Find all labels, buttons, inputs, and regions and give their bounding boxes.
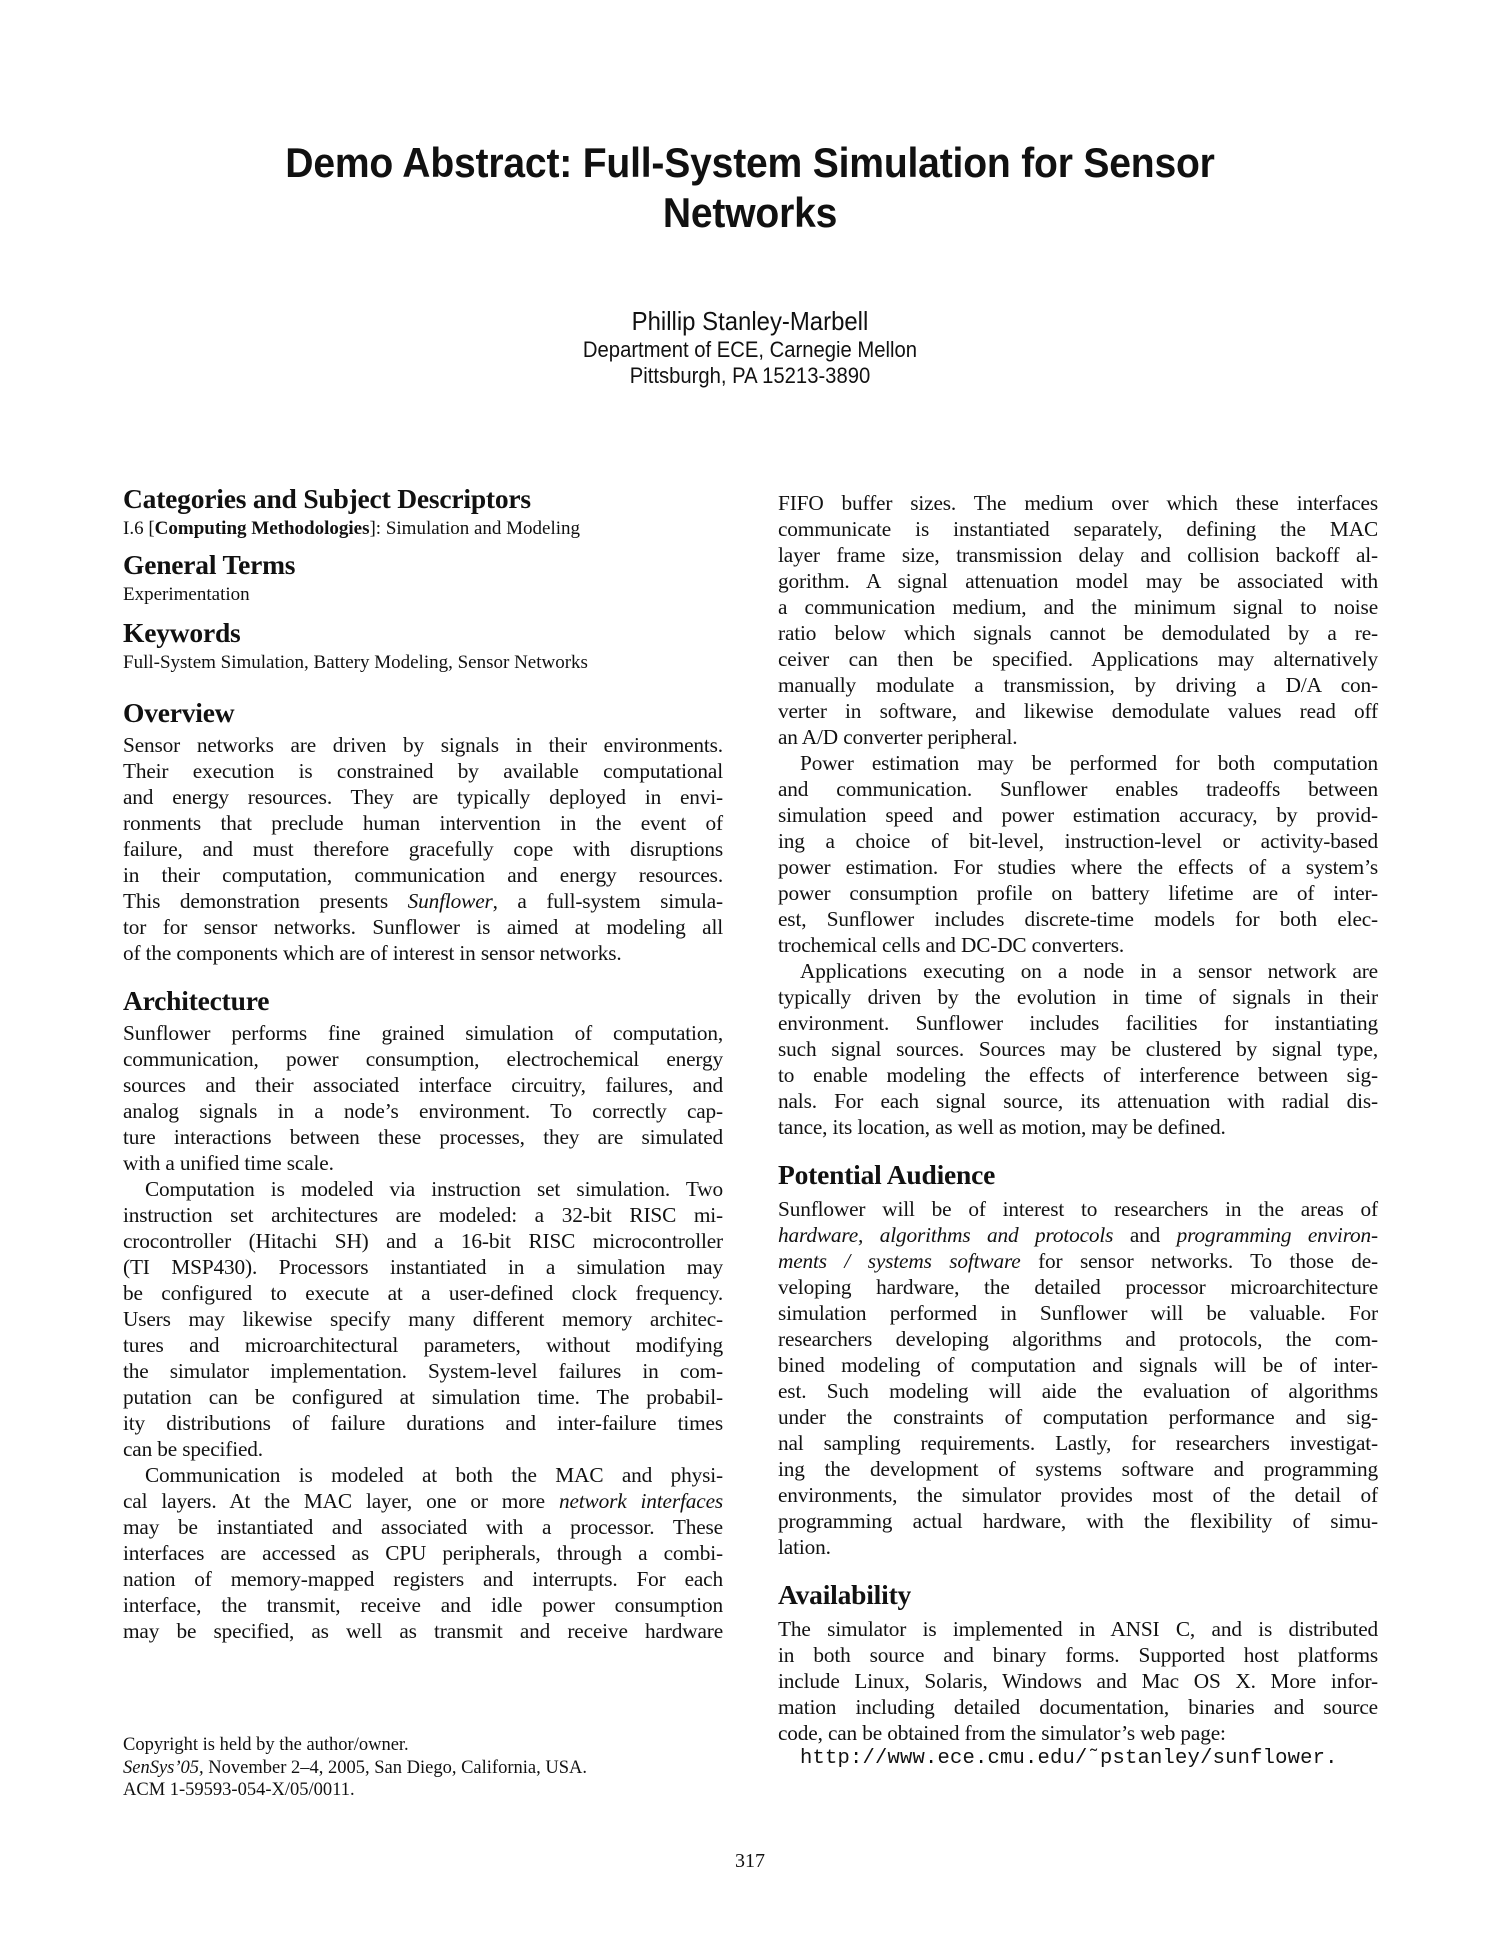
categories-bold: Computing Methodologies — [154, 518, 370, 539]
text-line: hardware, algorithms and protocols and programming environ- — [778, 1223, 1378, 1247]
text-line: the simulator implementation. System-level failures in com- — [123, 1359, 723, 1383]
copyright-footnote — [123, 1734, 723, 1802]
text-line: interface, the transmit, receive and idle power consumption — [123, 1593, 723, 1617]
audience-areas-emphasis: ments / systems software — [778, 1249, 1021, 1273]
text-line: environments, the simulator provides most of the detail of — [778, 1483, 1378, 1507]
architecture-heading: Architecture — [123, 985, 270, 1016]
architecture-paragraph-4 — [778, 750, 1378, 958]
categories-rest: ]: Simulation and Modeling — [369, 518, 581, 539]
text-line: bined modeling of computation and signals will be of inter- — [778, 1353, 1378, 1377]
text-line: tures and microarchitectural parameters, without modifying — [123, 1333, 723, 1357]
text-line: be configured to execute at a user-defined clock frequency. — [123, 1281, 723, 1305]
text-line: cal layers. At the MAC layer, one or more network interfaces — [123, 1489, 724, 1513]
text-line: and energy resources. They are typically deployed in envi- — [123, 785, 723, 809]
text-line: power consumption profile on battery lifetime are of inter- — [778, 881, 1378, 905]
conference-name: SenSys’05, — [123, 1757, 204, 1778]
text-line: Applications executing on a node in a sensor network are — [800, 959, 1378, 983]
text-line: manually modulate a transmission, by driving a D/A con- — [778, 673, 1378, 697]
general-terms-heading: General Terms — [123, 549, 296, 580]
architecture-paragraph-3-continued — [778, 490, 1378, 750]
text-line: verter in software, and likewise demodulate values read off — [778, 699, 1378, 723]
paper-title — [192, 138, 1308, 238]
acm-isbn-line: ACM 1-59593-054-X/05/0011. — [123, 1780, 355, 1800]
copyright-line: Copyright is held by the author/owner. — [123, 1735, 409, 1755]
text-line: Power estimation may be performed for both computation — [800, 751, 1378, 775]
text-line: trochemical cells and DC-DC converters. — [778, 933, 1125, 957]
text-line: ing the development of systems software and programming — [778, 1457, 1378, 1481]
text-line: ing a choice of bit-level, instruction-level or activity-based — [778, 829, 1378, 853]
architecture-paragraph-5 — [778, 958, 1378, 1140]
text-line: mation including detailed documentation, binaries and source — [778, 1695, 1378, 1719]
keywords-text: Full-System Simulation, Battery Modeling, Sensor Networks — [123, 652, 588, 673]
text-line: tor for sensor networks. Sunflower is aimed at modeling all — [123, 915, 723, 939]
text-line: programming actual hardware, with the flexibility of simu- — [778, 1509, 1378, 1533]
text-line: in both source and binary forms. Supported host platforms — [778, 1643, 1378, 1667]
text-line: veloping hardware, the detailed processor microarchitecture — [778, 1275, 1378, 1299]
text-line: analog signals in a node’s environment. To correctly cap- — [123, 1099, 723, 1123]
text-line: code, can be obtained from the simulator’s web page: — [778, 1721, 1226, 1745]
text-line: ity distributions of failure durations and inter-failure times — [123, 1411, 723, 1435]
text-line: This demonstration presents Sunflower, a full-system simula- — [123, 889, 723, 913]
text-line: to enable modeling the effects of interference between sig- — [778, 1063, 1378, 1087]
overview-heading: Overview — [123, 697, 235, 728]
text-line: ratio below which signals cannot be demodulated by a re- — [778, 621, 1378, 645]
text-line: Their execution is constrained by available computational — [123, 759, 723, 783]
sunflower-url-link[interactable]: http://www.ece.cmu.edu/˜pstanley/sunflower. — [800, 1747, 1338, 1770]
text-line: simulation speed and power estimation accuracy, by provid- — [778, 803, 1378, 827]
page-number: 317 — [735, 1850, 765, 1872]
author-block — [350, 305, 1150, 389]
paper-title-line1: Demo Abstract: Full-System Simulation for Sensor — [285, 139, 1215, 186]
text-line: gorithm. A signal attenuation model may be associated with — [778, 569, 1378, 593]
text-line: est, Sunflower includes discrete-time models for both elec- — [778, 907, 1378, 931]
text-line: Sunflower performs fine grained simulation of computation, — [123, 1021, 723, 1045]
text-line: in their computation, communication and energy resources. — [123, 863, 723, 887]
text-line: simulation performed in Sunflower will be valuable. For — [778, 1301, 1378, 1325]
text-line: Computation is modeled via instruction set simulation. Two — [145, 1177, 723, 1201]
text-line: ronments that preclude human intervention in the event of — [123, 811, 723, 835]
text-line: layer frame size, transmission delay and collision backoff al- — [778, 543, 1378, 567]
text-line: sources and their associated interface circuitry, failures, and — [123, 1073, 723, 1097]
text-line: Users may likewise specify many different memory architec- — [123, 1307, 723, 1331]
availability-heading: Availability — [778, 1579, 912, 1610]
affiliation-line1: Department of ECE, Carnegie Mellon — [582, 337, 918, 362]
text-line: with a unified time scale. — [123, 1151, 334, 1175]
text-line: may be specified, as well as transmit and receive hardware — [123, 1619, 723, 1643]
text-line: nals. For each signal source, its attenuation with radial dis- — [778, 1089, 1378, 1113]
text-line: FIFO buffer sizes. The medium over which these interfaces — [778, 491, 1378, 515]
architecture-paragraph-1 — [123, 1020, 723, 1176]
text-line: The simulator is implemented in ANSI C, and is distributed — [778, 1617, 1378, 1641]
text-line: (TI MSP430). Processors instantiated in a simulation may — [123, 1255, 723, 1279]
text-line: Sensor networks are driven by signals in their environments. — [123, 733, 723, 757]
overview-paragraph — [123, 732, 723, 966]
text-line: under the constraints of computation performance and sig- — [778, 1405, 1378, 1429]
text-line: est. Such modeling will aide the evaluation of algorithms — [778, 1379, 1378, 1403]
text-line: an A/D converter peripheral. — [778, 725, 1018, 749]
keywords-heading: Keywords — [123, 617, 241, 648]
audience-areas-emphasis: hardware, algorithms and protocols — [778, 1223, 1114, 1247]
text-line: putation can be configured at simulation time. The probabil- — [123, 1385, 723, 1409]
text-line: environment. Sunflower includes facilities for instantiating — [778, 1011, 1378, 1035]
text-line: typically driven by the evolution in time of signals in their — [778, 985, 1378, 1009]
conference-line: SenSys’05, November 2–4, 2005, San Diego, California, USA. — [123, 1757, 587, 1778]
categories-text — [123, 516, 723, 542]
text-line: power estimation. For studies where the effects of a system’s — [778, 855, 1378, 879]
text-line: nation of memory-mapped registers and interrupts. For each — [123, 1567, 723, 1591]
text-line: communication, power consumption, electrochemical energy — [123, 1047, 723, 1071]
text-line: ceiver can then be specified. Applications may alternatively — [778, 647, 1378, 671]
paper-title-line2: Networks — [662, 189, 838, 236]
text-line: may be instantiated and associated with a processor. These — [123, 1515, 723, 1539]
right-column — [778, 490, 1378, 1772]
text-line: failure, and must therefore gracefully cope with disruptions — [123, 837, 723, 861]
sunflower-emphasis: Sunflower — [407, 889, 493, 913]
audience-paragraph — [778, 1196, 1378, 1560]
left-column — [123, 482, 723, 1644]
general-terms-text: Experimentation — [123, 584, 250, 605]
text-line: lation. — [778, 1535, 831, 1559]
text-line: instruction set architectures are modeled: a 32-bit RISC mi- — [123, 1203, 723, 1227]
audience-areas-emphasis: programming environ- — [1176, 1223, 1378, 1247]
text-line: can be specified. — [123, 1437, 263, 1461]
text-line: ments / systems software for sensor networks. To those de- — [778, 1249, 1378, 1273]
text-line: such signal sources. Sources may be clustered by signal type, — [778, 1037, 1378, 1061]
text-line: include Linux, Solaris, Windows and Mac OS X. More infor- — [778, 1669, 1378, 1693]
text-line: crocontroller (Hitachi SH) and a 16-bit RISC microcontroller — [123, 1229, 723, 1253]
text-line: tance, its location, as well as motion, may be defined. — [778, 1115, 1226, 1139]
audience-heading: Potential Audience — [778, 1159, 996, 1190]
architecture-paragraph-2 — [123, 1176, 723, 1462]
architecture-paragraph-3 — [123, 1462, 723, 1644]
text-line: interfaces are accessed as CPU peripherals, through a combi- — [123, 1541, 723, 1565]
text-line: Communication is modeled at both the MAC and physi- — [145, 1463, 723, 1487]
text-line: of the components which are of interest in sensor networks. — [123, 941, 622, 965]
text-line: Sunflower will be of interest to researchers in the areas of — [778, 1197, 1378, 1221]
categories-code: I.6 [ — [123, 518, 155, 539]
categories-heading: Categories and Subject Descriptors — [123, 483, 531, 514]
affiliation-line2: Pittsburgh, PA 15213-3890 — [629, 363, 871, 388]
network-interfaces-emphasis: network interfaces — [558, 1489, 724, 1513]
text-line: ture interactions between these processes, they are simulated — [123, 1125, 723, 1149]
text-line: a communication medium, and the minimum signal to noise — [778, 595, 1378, 619]
author-name: Phillip Stanley-Marbell — [631, 306, 869, 336]
text-line: communicate is instantiated separately, defining the MAC — [778, 517, 1378, 541]
text-line: nal sampling requirements. Lastly, for researchers investigat- — [778, 1431, 1378, 1455]
text-line: and communication. Sunflower enables tradeoffs between — [778, 777, 1378, 801]
availability-paragraph — [778, 1616, 1378, 1746]
text-line: researchers developing algorithms and protocols, the com- — [778, 1327, 1378, 1351]
